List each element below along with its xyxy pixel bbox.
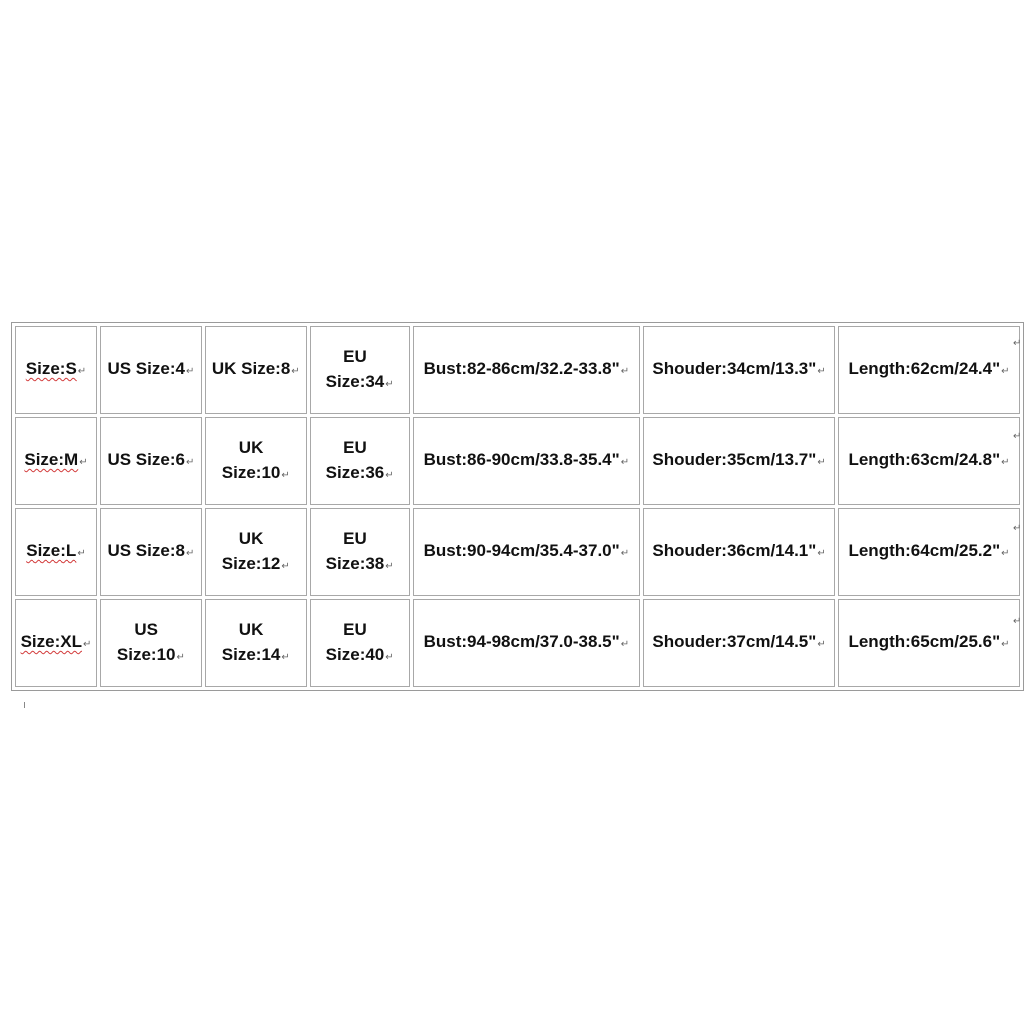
- length-cell: [838, 417, 1020, 505]
- size-cell: [15, 417, 97, 505]
- size-label: Size:L: [26, 541, 77, 560]
- paragraph-mark-icon: ↵: [1001, 548, 1010, 559]
- paragraph-mark-icon: ↵: [281, 651, 290, 663]
- paragraph-mark-icon: ↵: [291, 366, 300, 377]
- paragraph-mark-icon: ↵: [77, 548, 86, 559]
- shoulder-label: Shouder:34cm/13.3": [652, 359, 817, 378]
- paragraph-mark-icon: ↵: [385, 651, 394, 663]
- eu-size-label: EU Size:40: [325, 619, 385, 664]
- uk-size-cell: [205, 599, 307, 687]
- uk-size-cell: [205, 508, 307, 596]
- length-cell: [838, 508, 1020, 596]
- bust-cell: [413, 599, 640, 687]
- us-size-label: US Size:6: [107, 450, 185, 469]
- paragraph-mark-icon: ↵: [817, 548, 826, 559]
- uk-size-label: UK Size:8: [211, 359, 291, 378]
- paragraph-mark-icon: ↵: [1001, 366, 1010, 377]
- table-row: [15, 326, 1020, 414]
- us-size-cell: [100, 508, 202, 596]
- length-cell: [838, 326, 1020, 414]
- uk-size-cell: [205, 417, 307, 505]
- table-row: [15, 508, 1020, 596]
- bust-cell: [413, 508, 640, 596]
- paragraph-mark-icon: ↵: [385, 469, 394, 481]
- bust-label: Bust:86-90cm/33.8-35.4": [423, 450, 620, 469]
- size-chart-table: [11, 322, 1024, 691]
- us-size-label: US Size:8: [107, 541, 185, 560]
- paragraph-mark-icon: ↵: [385, 378, 394, 390]
- size-cell: [15, 326, 97, 414]
- table-row: [15, 599, 1020, 687]
- cursor-mark: [24, 702, 25, 708]
- shoulder-cell: [643, 599, 835, 687]
- eu-size-label: EU Size:36: [325, 437, 385, 482]
- us-size-cell: [100, 599, 202, 687]
- row-end-mark-icon: ↵: [1013, 431, 1022, 442]
- us-size-label: US Size:4: [107, 359, 185, 378]
- shoulder-label: Shouder:36cm/14.1": [652, 541, 817, 560]
- paragraph-mark-icon: ↵: [817, 457, 826, 468]
- us-size-cell: [100, 326, 202, 414]
- eu-size-cell: [310, 508, 410, 596]
- shoulder-label: Shouder:37cm/14.5": [652, 632, 817, 651]
- paragraph-mark-icon: ↵: [185, 548, 195, 559]
- row-end-mark-icon: ↵: [1013, 523, 1022, 534]
- paragraph-mark-icon: ↵: [385, 560, 394, 572]
- table-row: [15, 417, 1020, 505]
- eu-size-cell: [310, 417, 410, 505]
- bust-cell: [413, 326, 640, 414]
- size-label: Size:M: [24, 450, 79, 469]
- us-size-cell: [100, 417, 202, 505]
- paragraph-mark-icon: ↵: [620, 457, 630, 468]
- uk-size-label: UK Size:14: [221, 619, 281, 664]
- paragraph-mark-icon: ↵: [620, 548, 630, 559]
- paragraph-mark-icon: ↵: [79, 457, 88, 468]
- size-cell: [15, 599, 97, 687]
- uk-size-label: UK Size:10: [221, 437, 281, 482]
- paragraph-mark-icon: ↵: [817, 639, 826, 650]
- eu-size-cell: [310, 326, 410, 414]
- paragraph-mark-icon: ↵: [817, 366, 826, 377]
- row-end-mark-icon: ↵: [1013, 338, 1022, 349]
- length-label: Length:65cm/25.6": [848, 632, 1001, 651]
- size-label: Size:XL: [20, 632, 82, 651]
- bust-label: Bust:82-86cm/32.2-33.8": [423, 359, 620, 378]
- bust-label: Bust:94-98cm/37.0-38.5": [423, 632, 620, 651]
- paragraph-mark-icon: ↵: [281, 560, 290, 572]
- bust-cell: [413, 417, 640, 505]
- length-cell: [838, 599, 1020, 687]
- shoulder-cell: [643, 508, 835, 596]
- paragraph-mark-icon: ↵: [281, 469, 290, 481]
- us-size-label: US Size:10: [116, 619, 176, 664]
- shoulder-cell: [643, 326, 835, 414]
- length-label: Length:64cm/25.2": [848, 541, 1001, 560]
- paragraph-mark-icon: ↵: [77, 366, 87, 377]
- size-cell: [15, 508, 97, 596]
- row-end-mark-icon: ↵: [1013, 616, 1022, 627]
- paragraph-mark-icon: ↵: [1001, 457, 1010, 468]
- paragraph-mark-icon: ↵: [1001, 639, 1010, 650]
- uk-size-label: UK Size:12: [221, 528, 281, 573]
- length-label: Length:62cm/24.4": [848, 359, 1001, 378]
- shoulder-cell: [643, 417, 835, 505]
- eu-size-label: EU Size:34: [325, 346, 385, 391]
- paragraph-mark-icon: ↵: [185, 366, 195, 377]
- paragraph-mark-icon: ↵: [620, 366, 630, 377]
- length-label: Length:63cm/24.8": [848, 450, 1001, 469]
- uk-size-cell: [205, 326, 307, 414]
- bust-label: Bust:90-94cm/35.4-37.0": [423, 541, 620, 560]
- paragraph-mark-icon: ↵: [176, 651, 185, 663]
- paragraph-mark-icon: ↵: [82, 639, 92, 650]
- eu-size-cell: [310, 599, 410, 687]
- paragraph-mark-icon: ↵: [620, 639, 630, 650]
- paragraph-mark-icon: ↵: [185, 457, 195, 468]
- shoulder-label: Shouder:35cm/13.7": [652, 450, 817, 469]
- size-label: Size:S: [25, 359, 77, 378]
- eu-size-label: EU Size:38: [325, 528, 385, 573]
